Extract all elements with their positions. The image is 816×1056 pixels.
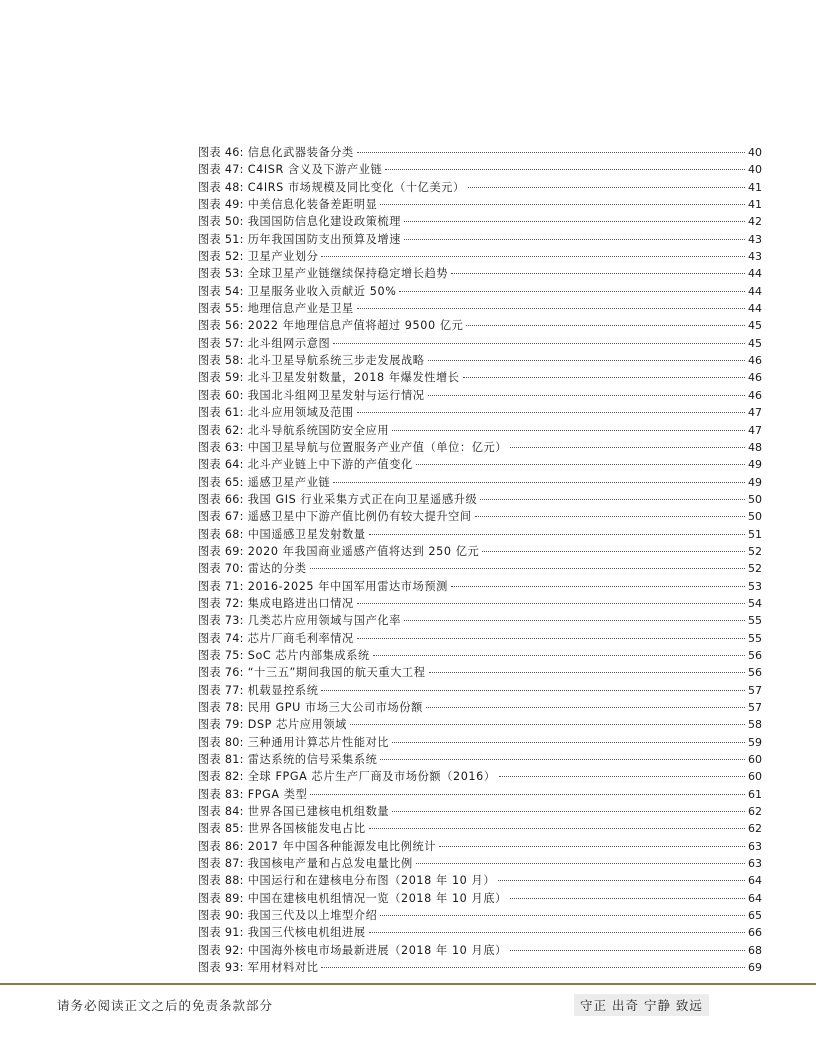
- toc-entry[interactable]: [198, 578, 762, 595]
- toc-entry-number: 图表 75:: [198, 648, 244, 662]
- toc-entry[interactable]: [198, 526, 762, 543]
- toc-entry[interactable]: [198, 248, 762, 265]
- toc-entry-label: [198, 508, 472, 525]
- toc-dot-leader: [451, 273, 745, 274]
- toc-page-number: 48: [748, 440, 762, 454]
- toc-dot-leader: [480, 499, 745, 500]
- toc-page-number: 59: [748, 735, 762, 749]
- toc-entry-title: 2022 年地理信息产值将超过 9500 亿元: [247, 319, 464, 333]
- toc-dot-leader: [321, 967, 745, 968]
- toc-entry-number: 图表 56:: [198, 319, 244, 333]
- toc-dot-leader: [369, 534, 745, 535]
- toc-dot-leader: [380, 915, 745, 916]
- toc-entry-number: 图表 80:: [198, 735, 244, 749]
- toc-dot-leader: [385, 169, 745, 170]
- toc-entry-title: 北斗产业链上中下游的产值变化: [247, 458, 413, 472]
- toc-entry-label: [198, 560, 307, 577]
- toc-entry-number: 图表 89:: [198, 891, 244, 905]
- toc-dot-leader: [392, 811, 745, 812]
- toc-page-number: 58: [748, 718, 762, 732]
- toc-entry-number: 图表 79:: [198, 718, 244, 732]
- toc-entry-title: 雷达系统的信号采集系统: [247, 753, 378, 767]
- toc-entry-number: 图表 86:: [198, 839, 244, 853]
- toc-entry[interactable]: [198, 768, 762, 785]
- toc-entry[interactable]: [198, 196, 762, 213]
- toc-entry[interactable]: [198, 387, 762, 404]
- toc-entry-number: 图表 58:: [198, 354, 244, 368]
- toc-entry[interactable]: [198, 664, 762, 681]
- toc-entry-label: [198, 942, 507, 959]
- toc-dot-leader: [350, 724, 745, 725]
- toc-entry-label: [198, 872, 495, 889]
- toc-dot-leader: [482, 551, 745, 552]
- toc-page-number: 69: [748, 961, 762, 975]
- toc-entry-number: 图表 76:: [198, 666, 244, 680]
- toc-entry[interactable]: [198, 508, 762, 525]
- toc-entry-number: 图表 57:: [198, 336, 244, 350]
- toc-entry-title: 几类芯片应用领域与国产化率: [247, 614, 401, 628]
- toc-page-number: 42: [748, 215, 762, 229]
- toc-dot-leader: [429, 672, 745, 673]
- toc-dot-leader: [404, 221, 745, 222]
- toc-entry-label: [198, 803, 389, 820]
- toc-dot-leader: [369, 828, 745, 829]
- toc-entry-label: [198, 768, 496, 785]
- toc-page-number: 43: [748, 232, 762, 246]
- toc-dot-leader: [404, 620, 745, 621]
- toc-entry-title: “十三五”期间我国的航天重大工程: [247, 666, 426, 680]
- toc-entry-number: 图表 46:: [198, 146, 244, 159]
- toc-page-number: 63: [748, 839, 762, 853]
- toc-page-number: 44: [748, 302, 762, 316]
- toc-entry-title: 卫星服务业收入贡献近 50%: [247, 284, 397, 298]
- toc-page-number: 45: [748, 319, 762, 333]
- toc-page-number: 52: [748, 562, 762, 576]
- toc-entry[interactable]: [198, 265, 762, 282]
- toc-entry[interactable]: [198, 872, 762, 889]
- toc-dot-leader: [333, 343, 745, 344]
- toc-entry-number: 图表 87:: [198, 857, 244, 871]
- toc-entry-title: C4ISR 含义及下游产业链: [247, 163, 383, 177]
- toc-page-number: 40: [748, 146, 762, 159]
- toc-page-number: 61: [748, 787, 762, 801]
- toc-entry[interactable]: [198, 144, 762, 161]
- toc-entry[interactable]: [198, 959, 762, 976]
- toc-entry[interactable]: [198, 335, 762, 352]
- toc-dot-leader: [399, 291, 745, 292]
- toc-entry-label: [198, 317, 463, 334]
- toc-page-number: 57: [748, 701, 762, 714]
- toc-entry-label: [198, 751, 377, 768]
- toc-dot-leader: [357, 308, 745, 309]
- toc-entry-label: [198, 352, 425, 369]
- toc-entry-label: [198, 595, 354, 612]
- toc-page-number: 44: [748, 284, 762, 298]
- toc-entry-title: 2017 年中国各种能源发电比例统计: [247, 839, 437, 853]
- toc-entry[interactable]: [198, 630, 762, 647]
- toc-entry-label: [198, 682, 318, 699]
- footer-rule: [0, 983, 816, 985]
- toc-dot-leader: [475, 516, 745, 517]
- toc-page-number: 64: [748, 874, 762, 888]
- toc-entry-number: 图表 81:: [198, 753, 244, 767]
- toc-page-number: 60: [748, 753, 762, 767]
- toc-entry-number: 图表 82:: [198, 770, 244, 784]
- toc-entry-number: 图表 77:: [198, 683, 244, 697]
- toc-entry[interactable]: [198, 456, 762, 473]
- toc-dot-leader: [357, 603, 745, 604]
- toc-page-number: 56: [748, 666, 762, 680]
- toc-page-number: 55: [748, 631, 762, 645]
- toc-entry-number: 图表 62:: [198, 423, 244, 437]
- toc-page-number: 68: [748, 943, 762, 957]
- toc-page-number: 44: [748, 267, 762, 281]
- toc-entry-title: 三种通用计算芯片性能对比: [247, 735, 390, 749]
- toc-entry-number: 图表 68:: [198, 527, 244, 541]
- toc-entry-title: 遥感卫星产业链: [247, 475, 331, 489]
- toc-entry-number: 图表 60:: [198, 388, 244, 402]
- toc-entry[interactable]: [198, 942, 762, 959]
- toc-entry[interactable]: [198, 682, 762, 699]
- toc-entry-label: [198, 300, 354, 317]
- toc-entry-title: 全球 FPGA 芯片生产厂商及市场份额（2016）: [247, 770, 496, 784]
- toc-page-number: 45: [748, 336, 762, 350]
- toc-entry-number: 图表 67:: [198, 510, 244, 524]
- toc-dot-leader: [468, 187, 745, 188]
- toc-entry-label: [198, 543, 479, 560]
- toc-page-number: 62: [748, 805, 762, 819]
- toc-entry-label: [198, 716, 347, 733]
- toc-entry-number: 图表 48:: [198, 180, 244, 194]
- toc-page-number: 54: [748, 596, 762, 610]
- toc-entry-label: [198, 630, 354, 647]
- toc-entry[interactable]: [198, 422, 762, 439]
- toc-entry[interactable]: [198, 786, 762, 803]
- toc-page-number: 41: [748, 180, 762, 194]
- toc-entry[interactable]: [198, 734, 762, 751]
- toc-entry-number: 图表 65:: [198, 475, 244, 489]
- toc-entry-label: [198, 161, 382, 178]
- toc-entry-label: [198, 404, 354, 421]
- toc-dot-leader: [428, 395, 745, 396]
- toc-entry-number: 图表 55:: [198, 302, 244, 316]
- toc-page-number: 63: [748, 857, 762, 871]
- toc-entry-title: DSP 芯片应用领域: [247, 718, 347, 732]
- toc-page-number: 40: [748, 163, 762, 177]
- toc-entry-title: 世界各国核能发电占比: [247, 822, 366, 836]
- toc-dot-leader: [428, 360, 745, 361]
- toc-entry-title: 北斗卫星发射数量，2018 年爆发性增长: [247, 371, 460, 385]
- toc-entry[interactable]: [198, 300, 762, 317]
- toc-entry[interactable]: [198, 439, 762, 456]
- toc-page-number: 47: [748, 406, 762, 420]
- toc-entry-label: [198, 265, 448, 282]
- toc-page-number: 51: [748, 527, 762, 541]
- toc-entry-title: 北斗应用领域及范围: [247, 406, 354, 420]
- toc-entry-title: 北斗卫星导航系统三步走发展战略: [247, 354, 425, 368]
- toc-entry-number: 图表 53:: [198, 267, 244, 281]
- toc-entry-number: 图表 73:: [198, 614, 244, 628]
- toc-entry-number: 图表 92:: [198, 943, 244, 957]
- toc-entry-number: 图表 74:: [198, 631, 244, 645]
- toc-entry-title: 我国北斗组网卫星发射与运行情况: [247, 388, 425, 402]
- toc-page-number: 41: [748, 198, 762, 212]
- toc-dot-leader: [510, 950, 745, 951]
- toc-entry-label: [198, 647, 370, 664]
- toc-entry-title: 中国遥感卫星发射数量: [247, 527, 366, 541]
- toc-entry-number: 图表 90:: [198, 909, 244, 923]
- toc-entry-label: [198, 196, 377, 213]
- toc-entry-label: [198, 734, 389, 751]
- toc-page-number: 65: [748, 909, 762, 923]
- toc-entry-number: 图表 78:: [198, 701, 244, 714]
- toc-entry-title: 中国卫星导航与位置服务产业产值（单位：亿元）: [247, 440, 508, 454]
- toc-entry-label: [198, 248, 318, 265]
- toc-dot-leader: [373, 655, 745, 656]
- toc-entry-label: [198, 890, 507, 907]
- toc-entry-title: 卫星产业划分: [247, 250, 319, 264]
- toc-entry-label: [198, 283, 396, 300]
- toc-page-number: 64: [748, 891, 762, 905]
- toc-entry-title: 中国海外核电市场最新进展（2018 年 10 月底）: [247, 943, 507, 957]
- toc-page-number: 47: [748, 423, 762, 437]
- toc-dot-leader: [357, 152, 745, 153]
- toc-dot-leader: [499, 776, 745, 777]
- toc-entry-title: SoC 芯片内部集成系统: [247, 648, 370, 662]
- toc-entry-number: 图表 59:: [198, 371, 244, 385]
- toc-entry-label: [198, 456, 413, 473]
- toc-dot-leader: [310, 568, 745, 569]
- toc-entry[interactable]: [198, 907, 762, 924]
- toc-entry-title: 我国核电产量和占总发电量比例: [247, 857, 413, 871]
- toc-entry-number: 图表 85:: [198, 822, 244, 836]
- toc-dot-leader: [439, 846, 745, 847]
- toc-entry-label: [198, 820, 366, 837]
- toc-dot-leader: [416, 863, 745, 864]
- toc-entry-title: 军用材料对比: [247, 961, 319, 975]
- toc-entry-number: 图表 70:: [198, 562, 244, 576]
- toc-entry-title: 遥感卫星中下游产值比例仍有较大提升空间: [247, 510, 472, 524]
- toc-page-number: 50: [748, 510, 762, 524]
- toc-entry-label: [198, 144, 354, 161]
- toc-entry-label: [198, 474, 330, 491]
- toc-entry-number: 图表 51:: [198, 232, 244, 246]
- footer-disclaimer: 请务必阅读正文之后的免责条款部分: [57, 998, 274, 1013]
- toc-dot-leader: [392, 742, 745, 743]
- toc-entry-title: 信息化武器装备分类: [247, 146, 354, 159]
- toc-entry-title: 地理信息产业是卫星: [247, 302, 354, 316]
- toc-entry-number: 图表 88:: [198, 874, 244, 888]
- toc-entry-title: 历年我国国防支出预算及增速: [247, 232, 401, 246]
- toc-dot-leader: [380, 759, 745, 760]
- toc-entry[interactable]: [198, 317, 762, 334]
- toc-entry-label: [198, 578, 448, 595]
- toc-entry-label: [198, 491, 477, 508]
- toc-dot-leader: [392, 430, 745, 431]
- toc-page-number: 46: [748, 354, 762, 368]
- toc-entry-title: 中美信息化装备差距明显: [247, 198, 378, 212]
- toc-entry-label: [198, 959, 318, 976]
- toc-entry-number: 图表 47:: [198, 163, 244, 177]
- toc-page-number: 49: [748, 475, 762, 489]
- toc-page-number: 56: [748, 648, 762, 662]
- toc-page-number: 55: [748, 614, 762, 628]
- toc-page-number: 46: [748, 388, 762, 402]
- toc-entry[interactable]: [198, 161, 762, 178]
- toc-entry-label: [198, 612, 401, 629]
- toc-entry-title: 芯片厂商毛利率情况: [247, 631, 354, 645]
- toc-entry-number: 图表 91:: [198, 926, 244, 940]
- toc-entry-label: [198, 526, 366, 543]
- toc-entry[interactable]: [198, 560, 762, 577]
- toc-entry[interactable]: [198, 890, 762, 907]
- toc-entry-title: C4IRS 市场规模及同比变化（十亿美元）: [247, 180, 465, 194]
- toc-entry-number: 图表 69:: [198, 544, 244, 558]
- toc-dot-leader: [510, 447, 745, 448]
- toc-entry-number: 图表 50:: [198, 215, 244, 229]
- toc-entry[interactable]: [198, 803, 762, 820]
- toc-entry[interactable]: [198, 491, 762, 508]
- toc-dot-leader: [321, 690, 745, 691]
- toc-dot-leader: [357, 412, 745, 413]
- toc-entry[interactable]: [198, 924, 762, 941]
- toc-entry[interactable]: [198, 352, 762, 369]
- toc-dot-leader: [357, 638, 745, 639]
- toc-page-number: 50: [748, 492, 762, 506]
- toc-entry-title: 全球卫星产业链继续保持稳定增长趋势: [247, 267, 449, 281]
- toc-page-number: 62: [748, 822, 762, 836]
- toc-entry[interactable]: [198, 820, 762, 837]
- toc-dot-leader: [466, 325, 745, 326]
- toc-dot-leader: [333, 482, 745, 483]
- toc-entry[interactable]: [198, 647, 762, 664]
- toc-entry[interactable]: [198, 543, 762, 560]
- toc-entry-title: 中国运行和在建核电分布图（2018 年 10 月）: [247, 874, 496, 888]
- toc-entry-label: [198, 907, 377, 924]
- toc-entry-label: [198, 335, 330, 352]
- toc-entry-number: 图表 71:: [198, 579, 244, 593]
- toc-dot-leader: [426, 707, 745, 708]
- toc-entry-label: [198, 231, 401, 248]
- toc-entry-title: 我国 GIS 行业采集方式正在向卫星遥感升级: [247, 492, 478, 506]
- toc-entry[interactable]: [198, 716, 762, 733]
- toc-page-number: 53: [748, 579, 762, 593]
- toc-dot-leader: [380, 204, 745, 205]
- toc-dot-leader: [498, 880, 745, 881]
- toc-entry[interactable]: [198, 855, 762, 872]
- toc-entry-number: 图表 83:: [198, 787, 244, 801]
- toc-page-number: 49: [748, 458, 762, 472]
- toc-entry-title: 机载显控系统: [247, 683, 319, 697]
- toc-entry-label: [198, 699, 423, 716]
- toc-entry-label: [198, 838, 436, 855]
- toc-entry-title: 世界各国已建核电机组数量: [247, 805, 390, 819]
- toc-dot-leader: [416, 464, 745, 465]
- toc-entry[interactable]: [198, 838, 762, 855]
- toc-entry-title: 2020 年我国商业遥感产值将达到 250 亿元: [247, 544, 480, 558]
- toc-dot-leader: [369, 932, 745, 933]
- toc-entry-label: [198, 387, 425, 404]
- toc-entry[interactable]: [198, 213, 762, 230]
- toc-entry-title: FPGA 类型: [247, 787, 308, 801]
- toc-entry-number: 图表 54:: [198, 284, 244, 298]
- toc-dot-leader: [321, 256, 745, 257]
- toc-entry-label: [198, 924, 366, 941]
- toc-entry[interactable]: [198, 369, 762, 386]
- toc-dot-leader: [463, 377, 745, 378]
- toc-entry[interactable]: [198, 474, 762, 491]
- toc-entry[interactable]: [198, 751, 762, 768]
- toc-page-number: 57: [748, 683, 762, 697]
- toc-entry-title: 2016-2025 年中国军用雷达市场预测: [247, 579, 448, 593]
- toc-entry-number: 图表 61:: [198, 406, 244, 420]
- toc-entry-label: [198, 213, 401, 230]
- toc-page-number: 43: [748, 250, 762, 264]
- toc-entry-number: 图表 64:: [198, 458, 244, 472]
- toc-dot-leader: [404, 239, 745, 240]
- toc-entry-number: 图表 63:: [198, 440, 244, 454]
- toc-entry-title: 北斗组网示意图: [247, 336, 331, 350]
- toc-entry[interactable]: [198, 595, 762, 612]
- toc-page-number: 66: [748, 926, 762, 940]
- toc-entry[interactable]: [198, 283, 762, 300]
- toc-entry-title: 我国三代及以上堆型介绍: [247, 909, 378, 923]
- toc-entry-label: [198, 786, 307, 803]
- toc-entry-label: [198, 422, 389, 439]
- toc-page-number: 46: [748, 371, 762, 385]
- toc-entry-number: 图表 93:: [198, 961, 244, 975]
- toc-entry-label: [198, 664, 426, 681]
- toc-entry-number: 图表 49:: [198, 198, 244, 212]
- figure-index: [198, 144, 762, 977]
- toc-dot-leader: [310, 794, 745, 795]
- toc-entry-title: 北斗导航系统国防安全应用: [247, 423, 390, 437]
- toc-entry-number: 图表 72:: [198, 596, 244, 610]
- toc-entry-label: [198, 179, 465, 196]
- toc-entry-number: 图表 52:: [198, 250, 244, 264]
- toc-entry-title: 雷达的分类: [247, 562, 307, 576]
- toc-page-number: 60: [748, 770, 762, 784]
- toc-dot-leader: [451, 586, 745, 587]
- toc-entry-label: [198, 439, 507, 456]
- toc-entry-label: [198, 855, 413, 872]
- toc-entry-label: [198, 369, 460, 386]
- toc-entry-number: 图表 84:: [198, 805, 244, 819]
- toc-entry-title: 民用 GPU 市场三大公司市场份额: [247, 701, 423, 714]
- toc-entry-number: 图表 66:: [198, 492, 244, 506]
- toc-entry-title: 我国国防信息化建设政策梳理: [247, 215, 401, 229]
- toc-entry-title: 我国三代核电机组进展: [247, 926, 366, 940]
- toc-entry[interactable]: [198, 699, 762, 716]
- toc-entry[interactable]: [198, 404, 762, 421]
- toc-page-number: 52: [748, 544, 762, 558]
- toc-entry[interactable]: [198, 612, 762, 629]
- toc-entry[interactable]: [198, 179, 762, 196]
- footer-motto: 守正 出奇 宁静 致远: [574, 994, 709, 1016]
- toc-entry-title: 中国在建核电机组情况一览（2018 年 10 月底）: [247, 891, 507, 905]
- toc-entry-title: 集成电路进出口情况: [247, 596, 354, 610]
- toc-entry[interactable]: [198, 231, 762, 248]
- toc-dot-leader: [510, 898, 745, 899]
